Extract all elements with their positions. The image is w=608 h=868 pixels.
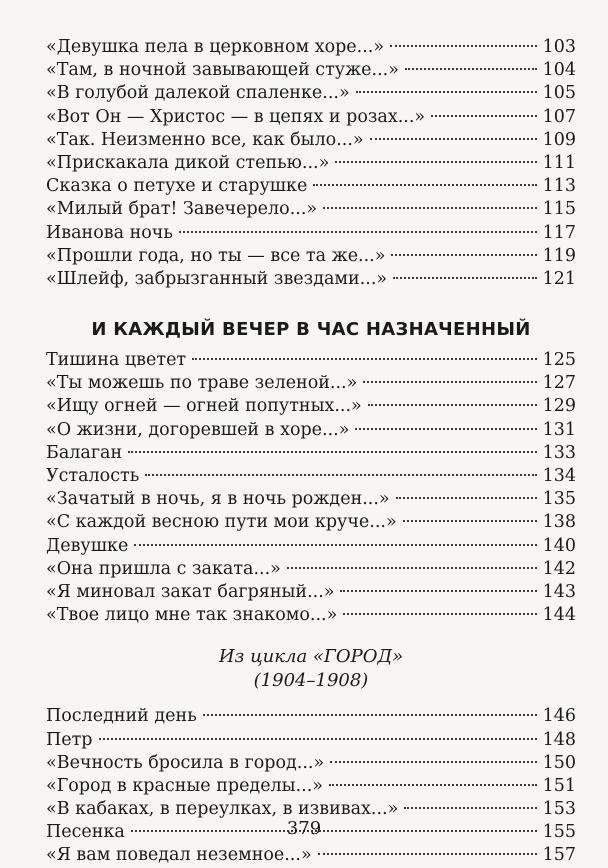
toc-entry-page: 115 <box>542 199 576 220</box>
toc-entry-page: 117 <box>542 222 576 243</box>
toc-entry <box>46 82 576 105</box>
cycle-title: Из цикла «ГОРОД» <box>218 646 404 668</box>
toc-entry-page: 143 <box>542 581 576 602</box>
toc-entry <box>46 129 576 152</box>
toc-list-cycle <box>46 705 576 867</box>
toc-dot-leader <box>99 738 537 740</box>
toc-dot-leader <box>368 404 537 406</box>
toc-entry-title: «Вот Он — Христос — в цепях и розах...» <box>46 106 426 127</box>
toc-dot-leader <box>313 184 536 186</box>
toc-entry-page: 104 <box>542 60 576 81</box>
toc-entry-title: «Твое лицо мне так знакомо...» <box>46 605 338 626</box>
toc-entry-page: 134 <box>542 466 576 486</box>
toc-entry-title: «Я вам поведал неземное...» <box>46 845 312 866</box>
toc-entry-page: 155 <box>542 822 576 843</box>
toc-entry-title: Петр <box>46 729 93 750</box>
toc-entry-title: «Там, в ночной завывающей стуже...» <box>46 60 399 81</box>
toc-dot-leader <box>405 68 537 70</box>
toc-entry-page: 107 <box>542 106 576 127</box>
toc-entry <box>46 844 576 867</box>
toc-entry <box>46 222 576 245</box>
toc-entry <box>46 775 576 798</box>
toc-entry-title: «Ищу огней — огней попутных...» <box>46 396 362 417</box>
toc-entry-page: 153 <box>542 799 576 820</box>
toc-entry-title: «Вечность бросила в город...» <box>46 752 325 773</box>
toc-entry-page: 151 <box>542 775 576 796</box>
toc-entry-page: 111 <box>542 152 576 173</box>
toc-entry-title: Усталость <box>46 466 140 486</box>
toc-dot-leader <box>287 567 537 569</box>
toc-dot-leader <box>403 520 537 522</box>
toc-entry-title: «В кабаках, в переулках, в извивах...» <box>46 799 399 820</box>
toc-entry-page: 133 <box>542 442 576 463</box>
toc-entry-page: 109 <box>542 129 576 150</box>
toc-entry-title: Последний день <box>46 706 197 727</box>
toc-entry-page: 150 <box>542 752 576 773</box>
toc-dot-leader <box>370 138 537 140</box>
toc-entry <box>46 488 576 511</box>
toc-entry-title: Тишина цветет <box>46 350 187 371</box>
toc-entry-title: «Так. Неизменно все, как было...» <box>46 129 364 150</box>
toc-dot-leader <box>192 358 536 360</box>
toc-dot-leader <box>356 91 537 93</box>
toc-entry-page: 119 <box>542 245 576 266</box>
toc-dot-leader <box>391 254 536 256</box>
toc-dot-leader <box>145 474 536 476</box>
toc-entry <box>46 442 576 465</box>
toc-entry-title: «Город в красные пределы...» <box>46 775 324 796</box>
toc-dot-leader <box>318 853 537 855</box>
toc-dot-leader <box>335 161 536 163</box>
toc-entry-page: 121 <box>542 268 576 289</box>
toc-entry-title: Песенка <box>46 822 125 843</box>
toc-entry-page: 146 <box>542 706 576 727</box>
toc-entry-page: 129 <box>542 396 576 417</box>
toc-dot-leader <box>179 231 537 233</box>
toc-entry-title: «Шлейф, забрызганный звездами...» <box>46 268 388 289</box>
toc-entry <box>46 268 576 291</box>
toc-entry-title: «Я миновал закат багряный...» <box>46 581 335 602</box>
toc-entry-page: 157 <box>542 845 576 866</box>
toc-entry-title: «Прискакала дикой степью...» <box>46 152 330 173</box>
toc-entry <box>46 419 576 442</box>
toc-entry <box>46 349 576 372</box>
toc-entry-title: «Милый брат! Завечерело...» <box>46 199 318 220</box>
toc-dot-leader <box>128 451 536 453</box>
toc-list-top <box>46 36 576 291</box>
toc-entry-page: 135 <box>542 489 576 510</box>
toc-entry-title: «Девушка пела в церковном хоре...» <box>46 37 385 57</box>
toc-entry-title: «Зачатый в ночь, я в ночь рожден...» <box>46 489 390 510</box>
toc-entry <box>46 395 576 418</box>
toc-entry-page: 142 <box>542 558 576 579</box>
toc-dot-leader <box>431 115 536 117</box>
toc-entry-title: «С каждой весною пути мои круче...» <box>46 512 397 533</box>
toc-entry <box>46 36 576 59</box>
toc-dot-leader <box>390 45 537 47</box>
toc-entry-page: 125 <box>542 350 576 371</box>
toc-dot-leader <box>203 714 537 716</box>
toc-entry-title: «Ты можешь по траве зеленой...» <box>46 373 358 394</box>
toc-entry <box>46 705 576 728</box>
toc-dot-leader <box>330 761 536 763</box>
toc-entry-page: 105 <box>542 83 576 104</box>
toc-dot-leader <box>355 428 536 430</box>
toc-dot-leader <box>363 381 536 383</box>
toc-entry <box>46 511 576 534</box>
toc-entry <box>46 604 576 627</box>
toc-dot-leader <box>404 807 536 809</box>
toc-entry-title: Девушке <box>46 535 129 556</box>
toc-entry <box>46 581 576 604</box>
toc-dot-leader <box>343 613 536 615</box>
toc-entry <box>46 372 576 395</box>
toc-entry-page: 140 <box>542 535 576 556</box>
toc-dot-leader <box>134 544 536 546</box>
toc-entry <box>46 175 576 198</box>
table-of-contents-page <box>46 36 576 868</box>
toc-entry-page: 131 <box>542 419 576 440</box>
toc-dot-leader <box>393 277 537 279</box>
toc-dot-leader <box>396 497 537 499</box>
toc-entry <box>46 535 576 558</box>
cycle-years: (1904–1908) <box>253 670 369 692</box>
toc-entry <box>46 752 576 775</box>
toc-entry-title: «О жизни, догоревшей в хоре...» <box>46 419 350 440</box>
toc-entry <box>46 106 576 129</box>
toc-entry-page: 127 <box>542 373 576 394</box>
toc-entry <box>46 465 576 488</box>
toc-dot-leader <box>340 590 536 592</box>
toc-entry-page: 144 <box>542 605 576 626</box>
toc-list-section <box>46 349 576 627</box>
page-number: 379 <box>286 818 322 839</box>
toc-entry-title: «Прошли года, но ты — все та же...» <box>46 245 386 266</box>
section-heading: И КАЖДЫЙ ВЕЧЕР В ЧАС НАЗНАЧЕННЫЙ <box>91 319 531 341</box>
toc-entry-title: «В голубой далекой спаленке...» <box>46 83 350 104</box>
toc-entry <box>46 59 576 82</box>
toc-entry <box>46 558 576 581</box>
toc-entry <box>46 245 576 268</box>
toc-entry-title: Иванова ночь <box>46 222 173 243</box>
toc-entry-page: 148 <box>542 729 576 750</box>
toc-entry <box>46 729 576 752</box>
toc-entry-page: 138 <box>542 512 576 533</box>
toc-dot-leader <box>323 207 537 209</box>
toc-dot-leader <box>329 784 537 786</box>
toc-entry-title: Балаган <box>46 442 123 463</box>
toc-entry-title: Сказка о петухе и старушке <box>46 176 308 197</box>
cycle-heading <box>46 645 576 693</box>
toc-entry-title: «Она пришла с заката...» <box>46 558 281 579</box>
toc-entry <box>46 152 576 175</box>
toc-entry-page: 103 <box>542 37 576 57</box>
toc-entry-page: 113 <box>542 176 576 197</box>
toc-entry <box>46 198 576 221</box>
